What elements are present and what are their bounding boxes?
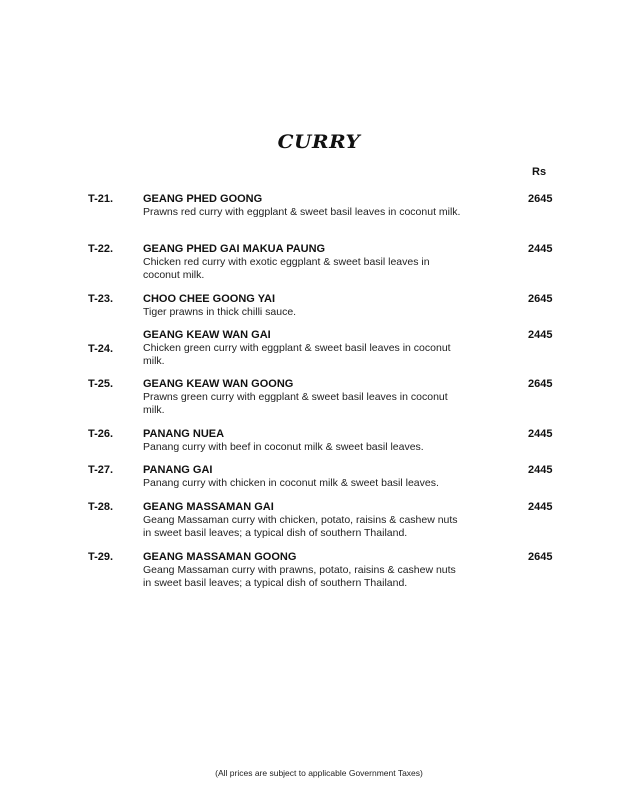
item-code: T-26.	[88, 428, 114, 440]
item-price: 2645	[528, 378, 553, 390]
item-price: 2445	[528, 501, 553, 513]
item-description: Geang Massaman curry with prawns, potato, raisins & cashew nuts in sweet basil leaves; a typical dish of southern Thailand.	[143, 564, 456, 589]
item-name: CHOO CHEE GOONG YAI	[143, 293, 276, 305]
item-name: PANANG GAI	[143, 464, 213, 476]
item-price: 2645	[528, 193, 553, 205]
item-description: Panang curry with beef in coconut milk & sweet basil leaves.	[143, 441, 424, 453]
item-price: 2445	[528, 243, 553, 255]
item-price: 2445	[528, 464, 553, 476]
item-code: T-23.	[88, 293, 114, 305]
item-name: PANANG NUEA	[143, 428, 225, 440]
item-description: Geang Massaman curry with chicken, potato, raisins & cashew nuts in sweet basil leaves; a typical dish of southern Thailand.	[143, 514, 458, 539]
item-description: Prawns red curry with eggplant & sweet basil leaves in coconut milk.	[143, 206, 461, 218]
item-description: Chicken red curry with exotic eggplant & sweet basil leaves in coconut milk.	[143, 256, 430, 281]
item-description: Chicken green curry with eggplant & sweet basil leaves in coconut milk.	[143, 342, 451, 367]
item-name: GEANG KEAW WAN GAI	[143, 329, 271, 341]
item-price: 2645	[528, 551, 553, 563]
item-code: T-24.	[88, 343, 114, 355]
item-code: T-25.	[88, 378, 114, 390]
page-title: CURRY	[277, 131, 361, 153]
item-code: T-29.	[88, 551, 114, 563]
item-description: Tiger prawns in thick chilli sauce.	[143, 306, 297, 318]
item-price: 2445	[528, 428, 553, 440]
item-name: GEANG MASSAMAN GOONG	[143, 551, 297, 563]
tax-footnote: (All prices are subject to applicable Government Taxes)	[215, 768, 423, 778]
item-name: GEANG PHED GAI MAKUA PAUNG	[143, 243, 326, 255]
item-name: GEANG KEAW WAN GOONG	[143, 378, 294, 390]
item-price: 2445	[528, 329, 553, 341]
item-description: Prawns green curry with eggplant & sweet basil leaves in coconut milk.	[143, 391, 448, 416]
item-price: 2645	[528, 293, 553, 305]
item-code: T-22.	[88, 243, 114, 255]
item-description: Panang curry with chicken in coconut milk & sweet basil leaves.	[143, 477, 439, 489]
currency-label: Rs	[532, 166, 547, 178]
item-code: T-28.	[88, 501, 114, 513]
item-name: GEANG MASSAMAN GAI	[143, 501, 274, 513]
item-name: GEANG PHED GOONG	[143, 193, 263, 205]
item-code: T-21.	[88, 193, 114, 205]
item-code: T-27.	[88, 464, 114, 476]
